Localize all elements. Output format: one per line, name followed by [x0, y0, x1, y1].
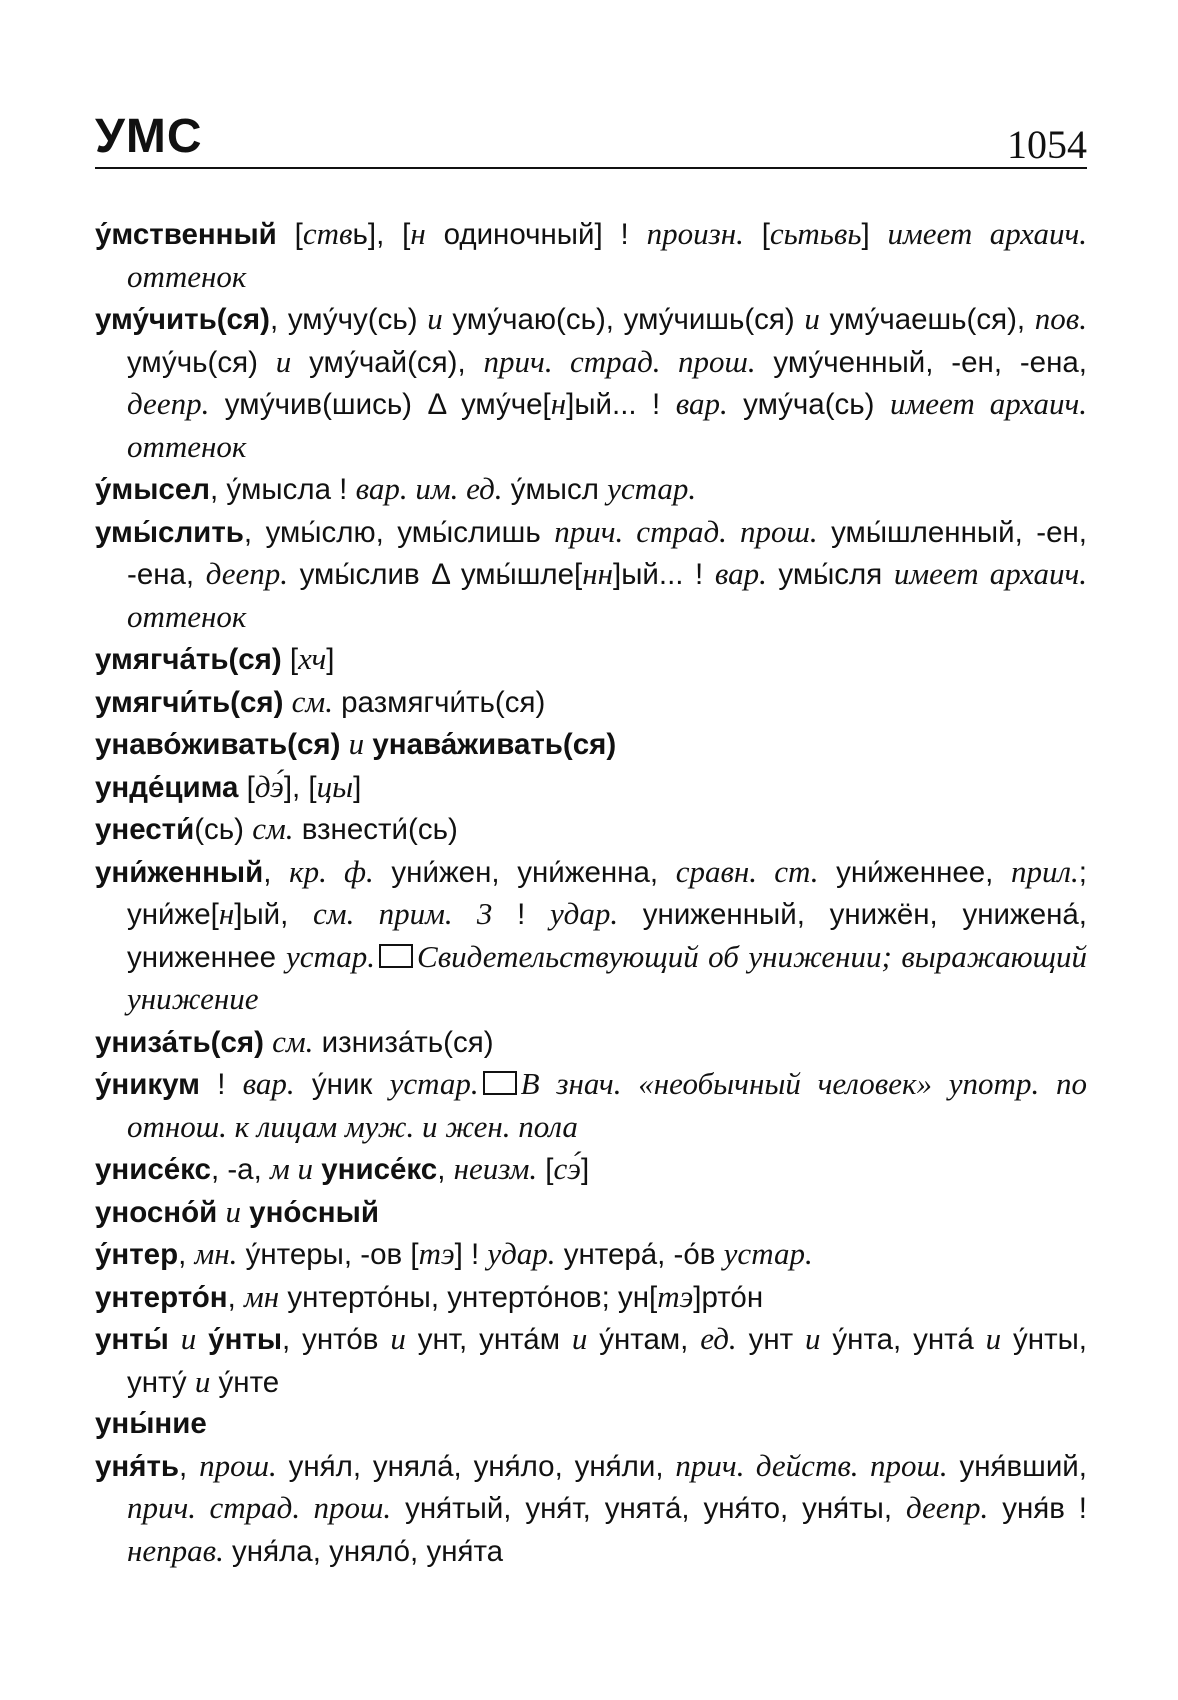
headword: унаво́живать(ся) — [95, 728, 341, 761]
entry-label: и — [571, 1321, 588, 1356]
entry-definition: Свидетельствующий об унижении; выражающий унижение — [127, 938, 1087, 1016]
entry-text: умы́сля — [766, 558, 894, 591]
entry — [95, 638, 1087, 681]
entry-label: деепр. — [127, 386, 210, 421]
entry-label: прош. — [199, 1447, 277, 1483]
entry — [95, 298, 1087, 468]
entry-label: удар. — [487, 1236, 556, 1271]
entry-text: унтерто́ны, унтерто́нов; ун[ — [279, 1280, 658, 1314]
entry-label: ед. — [700, 1321, 737, 1356]
entry-text: взнести́(сь) — [293, 813, 458, 846]
entry-label: кр. ф. — [289, 853, 374, 889]
entry-label: устар. — [607, 471, 697, 506]
entry-text — [313, 1153, 321, 1186]
entry-text: ] — [326, 643, 335, 676]
entry-text: [ — [238, 770, 255, 804]
entry-text: умы́слив Δ умы́шле[ — [288, 558, 583, 591]
headword: умы́слить — [95, 515, 244, 549]
page-number: 1054 — [1007, 122, 1087, 167]
headword: унде́цима — [95, 770, 239, 804]
entry-text: , умы́слю, умы́слишь — [243, 515, 555, 549]
headword: у́никум — [95, 1068, 200, 1101]
entry-label: и — [180, 1321, 197, 1356]
entry-text: , у́мысла ! — [209, 473, 356, 506]
entry-label: имеет архаич. оттенок — [127, 216, 1087, 294]
entry-text: ] — [861, 218, 888, 251]
entry-text: уму́чив(шись) Δ уму́че[ — [209, 388, 551, 421]
entry-label: мн. — [194, 1236, 238, 1271]
entry-text: , — [437, 1153, 454, 1186]
definition-box-icon — [379, 944, 413, 968]
entry-label: деепр. — [905, 1490, 989, 1525]
entry-label: и — [427, 301, 443, 336]
entry-label: и — [985, 1321, 1002, 1356]
entry-label: имеет архаич. оттенок — [127, 386, 1087, 464]
entry-label: нн — [582, 556, 614, 591]
entry-text — [241, 1196, 249, 1229]
entry-label: см. — [291, 683, 333, 719]
entry-text: уму́чаю(сь), уму́чишь(ся) — [442, 303, 805, 336]
headword-variant: унава́живать(ся) — [372, 728, 617, 761]
headword: унтерто́н — [95, 1280, 228, 1314]
entry-label: вар. — [675, 386, 728, 421]
entry-text: уня́вший, — [947, 1449, 1087, 1483]
running-head: УМС — [95, 110, 203, 163]
entry-text: ; уни́же[ — [127, 855, 1087, 931]
entry-text: уня́тый, уня́т, унята́, уня́то, уня́ты, — [391, 1492, 906, 1525]
entry-label: н — [550, 386, 567, 421]
entry-text: ] ! — [454, 1238, 488, 1271]
headword: униза́ть(ся) — [95, 1025, 264, 1059]
entry-label: цы — [316, 768, 354, 804]
entry — [95, 1403, 1087, 1445]
entry — [95, 1318, 1087, 1403]
entry-text: ь], [ — [352, 218, 411, 251]
entry-text: , -а, — [210, 1153, 270, 1186]
page-header — [95, 105, 1087, 169]
entry-label: вар. — [714, 556, 767, 591]
headword: умягчи́ть(ся) — [95, 685, 284, 719]
entry-text: , — [227, 1280, 245, 1314]
entry-text: ]ый... ! — [566, 388, 676, 421]
entry-label: прил. — [1011, 853, 1079, 889]
entry-text: уму́ченный, -ен, -ена, — [755, 345, 1087, 379]
headword-variant: уно́сный — [249, 1195, 379, 1229]
entry-text: [ — [281, 643, 299, 676]
entry-text: униженный, унижён, унижена́, униженнее — [127, 898, 1087, 974]
entry-label: тэ — [418, 1236, 455, 1271]
entry-text: у́мысл — [502, 473, 608, 506]
entry-text: уму́чаешь(ся), — [819, 303, 1035, 336]
entry — [95, 723, 1087, 766]
entry-label: н — [410, 216, 426, 251]
headword: уны́ние — [95, 1407, 207, 1440]
entry-text: уня́в ! — [988, 1492, 1087, 1525]
entry-text: ] — [353, 770, 362, 804]
entry — [95, 1021, 1087, 1064]
entry-label: неправ. — [127, 1532, 224, 1568]
entry — [95, 808, 1087, 851]
entry-text: [ — [743, 218, 770, 251]
entry-label: вар. им. ед. — [355, 471, 503, 506]
entry — [95, 1148, 1087, 1191]
headword: у́мственный — [95, 218, 277, 251]
entry-text — [264, 1026, 272, 1059]
dictionary-page — [95, 105, 1087, 1572]
entry-label: сьтьвь — [769, 216, 862, 251]
entry-text — [169, 1323, 181, 1356]
entry-text: у́нте — [210, 1365, 280, 1399]
entry-text: у́ник — [294, 1068, 390, 1101]
entry-label: имеет архаич. оттенок — [127, 556, 1087, 634]
entry-label: неизм. — [453, 1151, 538, 1186]
entry-label: мн — [244, 1278, 280, 1314]
entry-text: унтера́, -о́в — [555, 1238, 724, 1271]
headword: уму́чить(ся) — [95, 303, 270, 336]
entry-text: уму́чь(ся) — [127, 345, 276, 379]
entry-label: хч — [298, 641, 327, 676]
entry-label: см. — [252, 811, 294, 846]
headword: у́нтер — [95, 1238, 179, 1271]
entry-label: прич. страд. прош. — [483, 343, 756, 379]
entry — [95, 468, 1087, 511]
entry-label: см. — [272, 1023, 314, 1059]
headword: унисе́кс — [95, 1153, 211, 1186]
entry — [95, 1445, 1087, 1573]
entry — [95, 1191, 1087, 1234]
entry — [95, 766, 1087, 809]
entry-label: произн. — [646, 216, 744, 251]
entry-label: и — [275, 343, 292, 379]
entry-text: у́нты, унту́ — [127, 1323, 1087, 1399]
entry-text: , уму́чу(сь) — [269, 303, 428, 336]
definition-box-icon — [483, 1071, 517, 1095]
entry-text: у́нта, унта́ — [820, 1323, 986, 1356]
headword-variant: у́нты — [208, 1323, 283, 1356]
entry-text: уму́ча(сь) — [727, 388, 890, 421]
headword: уни́женный — [95, 855, 264, 889]
entry-label: сэ́ — [553, 1151, 581, 1186]
entry-text: ], [ — [283, 770, 317, 804]
headword: уносно́й — [95, 1195, 218, 1229]
entry-text: у́нтеры, -ов [ — [237, 1238, 419, 1271]
entry-text: , — [178, 1238, 195, 1271]
entry-label: вар. — [242, 1066, 295, 1101]
entry-text: уни́женнее, — [818, 855, 1012, 889]
entry-label: деепр. — [205, 556, 289, 591]
entry-text: унт, унта́м — [405, 1323, 572, 1356]
entry-text: одиночный] ! — [425, 218, 647, 251]
entry-label: сравн. ст. — [675, 853, 819, 889]
headword: унты́ — [95, 1323, 169, 1356]
entry-text: ]ый... ! — [613, 558, 715, 591]
entry-list — [95, 213, 1087, 1572]
entry-text: (сь) — [194, 813, 253, 846]
headword: умягча́ть(ся) — [95, 643, 282, 676]
entry — [95, 1233, 1087, 1276]
headword: у́мысел — [95, 473, 210, 506]
entry — [95, 851, 1087, 1021]
entry — [95, 1063, 1087, 1148]
entry-text: размягчи́ть(ся) — [332, 685, 546, 719]
entry-label: дэ́ — [254, 768, 284, 804]
entry-label: устар. — [723, 1236, 813, 1271]
entry-text: ]ый, — [234, 898, 314, 931]
entry-text — [283, 686, 291, 719]
entry-label: устар. — [285, 938, 376, 974]
entry-label: и — [805, 1321, 821, 1356]
entry-text: у́нтам, — [587, 1323, 701, 1356]
entry-label: и — [194, 1363, 211, 1399]
entry-text: ! — [199, 1068, 243, 1101]
headword: уня́ть — [95, 1449, 180, 1483]
entry-text: уму́чай(ся), — [291, 345, 484, 379]
entry-text: уня́ла, уняло́, уня́та — [223, 1534, 504, 1568]
entry-text: , унто́в — [282, 1323, 391, 1356]
entry-text: ! — [492, 898, 550, 931]
entry-text: унт — [736, 1323, 806, 1356]
entry-text: [ — [276, 218, 303, 251]
entry-text: ] — [580, 1153, 590, 1186]
entry-label: прич. страд. прош. — [554, 513, 818, 549]
entry-label: пов. — [1034, 301, 1087, 336]
entry-label: и — [390, 1321, 406, 1356]
entry-text: изниза́ть(ся) — [313, 1025, 494, 1059]
headword-variant: унисе́кс — [321, 1153, 438, 1186]
entry-text — [196, 1323, 208, 1356]
entry-label: устар. — [389, 1066, 479, 1101]
entry-text: уни́жен, уни́женна, — [373, 855, 676, 889]
entry-label: ств — [302, 216, 353, 251]
entry — [95, 511, 1087, 639]
entry-label: см. прим. 3 — [313, 896, 493, 931]
entry-text: уня́л, уняла́, уня́ло, уня́ли, — [276, 1449, 676, 1483]
entry — [95, 681, 1087, 724]
entry-label: м и — [269, 1151, 314, 1186]
headword: унести́ — [95, 813, 195, 846]
entry-label: и — [804, 301, 820, 336]
entry-label: и — [348, 726, 365, 761]
entry-text: ]рто́н — [693, 1280, 764, 1314]
entry-text — [340, 728, 348, 761]
entry-label: прич. страд. прош. — [127, 1490, 392, 1525]
entry-label: тэ — [657, 1278, 694, 1314]
entry — [95, 213, 1087, 298]
entry-label: и — [225, 1193, 241, 1229]
entry-label: удар. — [549, 896, 619, 931]
entry-label: прич. действ. прош. — [675, 1447, 948, 1483]
entry — [95, 1276, 1087, 1319]
entry-label: н — [218, 896, 235, 931]
entry-text: умы́шленный, -ен, -ена, — [127, 515, 1087, 591]
entry-text: , — [263, 855, 290, 889]
entry-definition: В знач. «необычный человек» употр. по отнош. к лицам муж. и жен. пола — [127, 1066, 1087, 1144]
entry-text: [ — [537, 1153, 554, 1186]
entry-text: , — [179, 1449, 200, 1483]
